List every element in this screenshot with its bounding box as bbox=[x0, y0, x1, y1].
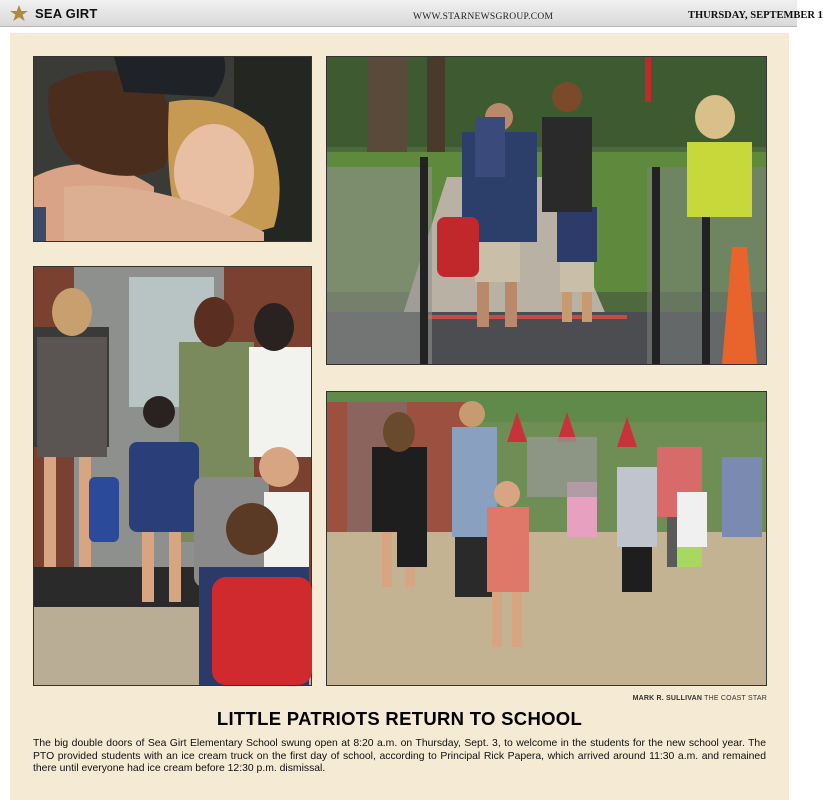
issue-date: THURSDAY, SEPTEMBER 1 bbox=[688, 10, 823, 21]
photo-hug bbox=[33, 56, 312, 242]
headline: LITTLE PATRIOTS RETURN TO SCHOOL bbox=[216, 708, 583, 729]
credit-outlet: THE COAST STAR bbox=[704, 695, 767, 702]
site-url: WWW.STARNEWSGROUP.COM bbox=[413, 12, 554, 22]
page-header bbox=[0, 0, 823, 27]
photo-families-outside bbox=[326, 391, 767, 686]
section-name: SEA GIRT bbox=[35, 6, 98, 21]
photo-credit bbox=[633, 695, 767, 702]
photographer-name: MARK R. SULLIVAN bbox=[632, 695, 703, 702]
photo-page bbox=[10, 33, 789, 800]
photo-walking-to-school bbox=[326, 56, 767, 365]
star-logo-icon bbox=[8, 4, 30, 22]
photo-caption: The big double doors of Sea Girt Elementary School swung open at 8:20 a.m. on Thursday, Sept. 3, to welcome in the students for the new school year. The PTO provided students with an ice cream truck on the first day of school, according to Principal Rick Papera, which arrived around 11:30 a.m. and remained there until everyone had ice cream before 12:30 p.m. dismissal. bbox=[33, 738, 766, 774]
photo-greeting-at-doors bbox=[33, 266, 312, 686]
